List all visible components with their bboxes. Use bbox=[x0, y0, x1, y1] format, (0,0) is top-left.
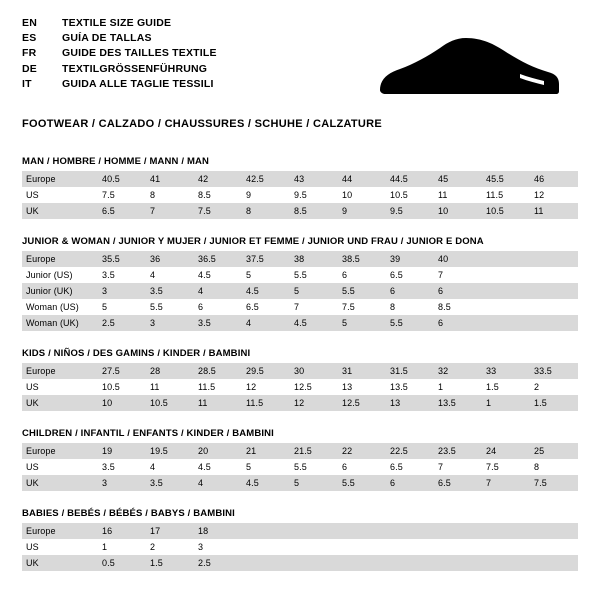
size-cell: 5 bbox=[242, 267, 290, 283]
size-cell: 5.5 bbox=[338, 475, 386, 491]
size-cell bbox=[482, 299, 530, 315]
row-label: Europe bbox=[22, 523, 98, 539]
size-cell: 6 bbox=[386, 475, 434, 491]
size-cell: 6 bbox=[194, 299, 242, 315]
size-cell: 3.5 bbox=[146, 475, 194, 491]
size-cell: 2.5 bbox=[98, 315, 146, 331]
size-cell bbox=[434, 539, 482, 555]
size-cell: 2 bbox=[530, 379, 578, 395]
size-cell: 9.5 bbox=[290, 187, 338, 203]
size-cell: 3.5 bbox=[146, 283, 194, 299]
size-cell: 27.5 bbox=[98, 363, 146, 379]
size-cell: 1 bbox=[434, 379, 482, 395]
size-cell: 13 bbox=[386, 395, 434, 411]
size-tables bbox=[0, 156, 600, 571]
size-cell: 7 bbox=[434, 459, 482, 475]
size-cell: 11.5 bbox=[242, 395, 290, 411]
size-cell: 38 bbox=[290, 251, 338, 267]
size-cell: 4 bbox=[146, 267, 194, 283]
size-cell: 11.5 bbox=[194, 379, 242, 395]
size-cell: 12 bbox=[290, 395, 338, 411]
size-cell: 5.5 bbox=[146, 299, 194, 315]
size-cell: 22 bbox=[338, 443, 386, 459]
size-cell bbox=[434, 555, 482, 571]
size-cell bbox=[290, 539, 338, 555]
size-cell bbox=[482, 539, 530, 555]
size-cell bbox=[482, 283, 530, 299]
table-row bbox=[22, 171, 578, 187]
size-cell: 10 bbox=[434, 203, 482, 219]
size-cell: 19 bbox=[98, 443, 146, 459]
size-cell: 31 bbox=[338, 363, 386, 379]
row-label: Europe bbox=[22, 171, 98, 187]
size-table bbox=[22, 251, 578, 331]
language-code: FR bbox=[22, 47, 37, 60]
size-cell bbox=[386, 539, 434, 555]
size-cell: 2.5 bbox=[194, 555, 242, 571]
size-cell: 8 bbox=[530, 459, 578, 475]
size-cell: 4 bbox=[194, 475, 242, 491]
size-cell: 44 bbox=[338, 171, 386, 187]
size-cell: 42.5 bbox=[242, 171, 290, 187]
table-row bbox=[22, 315, 578, 331]
language-row bbox=[22, 77, 352, 92]
size-cell: 10.5 bbox=[386, 187, 434, 203]
row-label: UK bbox=[22, 555, 98, 571]
language-row bbox=[22, 62, 352, 77]
size-cell: 3 bbox=[146, 315, 194, 331]
size-cell: 3 bbox=[98, 283, 146, 299]
size-cell: 5 bbox=[290, 283, 338, 299]
header bbox=[0, 0, 600, 104]
language-title: GUÍA DE TALLAS bbox=[62, 32, 152, 45]
size-cell: 1.5 bbox=[146, 555, 194, 571]
size-cell: 21.5 bbox=[290, 443, 338, 459]
row-label: Woman (US) bbox=[22, 299, 98, 315]
size-cell: 45 bbox=[434, 171, 482, 187]
size-cell bbox=[338, 539, 386, 555]
size-cell: 12.5 bbox=[290, 379, 338, 395]
size-cell: 5 bbox=[290, 475, 338, 491]
size-cell: 44.5 bbox=[386, 171, 434, 187]
section-title: KIDS / NIÑOS / DES GAMINS / KINDER / BAMBINI bbox=[22, 348, 251, 359]
size-cell: 40 bbox=[434, 251, 482, 267]
row-label: Europe bbox=[22, 363, 98, 379]
size-cell bbox=[530, 539, 578, 555]
size-cell: 42 bbox=[194, 171, 242, 187]
language-title: TEXTILE SIZE GUIDE bbox=[62, 17, 172, 29]
size-cell: 5.5 bbox=[338, 283, 386, 299]
size-cell bbox=[290, 555, 338, 571]
row-label: UK bbox=[22, 203, 98, 219]
size-cell: 38.5 bbox=[338, 251, 386, 267]
size-table bbox=[22, 523, 578, 571]
size-cell bbox=[482, 523, 530, 539]
section-title: BABIES / BEBÉS / BÉBÉS / BABYS / BAMBINI bbox=[22, 508, 235, 519]
size-cell: 11 bbox=[530, 203, 578, 219]
size-cell bbox=[530, 299, 578, 315]
shoe-illustration bbox=[352, 16, 578, 104]
section-title: JUNIOR & WOMAN / JUNIOR Y MUJER / JUNIOR ET FEMME / JUNIOR UND FRAU / JUNIOR E DONA bbox=[22, 236, 484, 247]
size-cell bbox=[242, 539, 290, 555]
size-cell: 37.5 bbox=[242, 251, 290, 267]
size-cell: 6 bbox=[338, 459, 386, 475]
size-cell: 5 bbox=[338, 315, 386, 331]
language-row bbox=[22, 16, 352, 31]
size-cell bbox=[482, 555, 530, 571]
size-cell: 10.5 bbox=[482, 203, 530, 219]
size-cell: 18 bbox=[194, 523, 242, 539]
size-cell: 5.5 bbox=[290, 267, 338, 283]
size-cell: 16 bbox=[98, 523, 146, 539]
row-label: Europe bbox=[22, 251, 98, 267]
size-cell: 0.5 bbox=[98, 555, 146, 571]
size-cell: 4.5 bbox=[194, 459, 242, 475]
size-cell bbox=[530, 555, 578, 571]
size-cell: 10 bbox=[98, 395, 146, 411]
size-cell: 4.5 bbox=[194, 267, 242, 283]
row-label: Europe bbox=[22, 443, 98, 459]
size-cell bbox=[386, 523, 434, 539]
size-cell: 7 bbox=[290, 299, 338, 315]
row-label: Junior (US) bbox=[22, 267, 98, 283]
row-label: UK bbox=[22, 475, 98, 491]
row-label: US bbox=[22, 187, 98, 203]
size-section bbox=[22, 428, 578, 491]
row-label: Junior (UK) bbox=[22, 283, 98, 299]
size-cell: 19.5 bbox=[146, 443, 194, 459]
size-cell bbox=[290, 523, 338, 539]
size-cell: 8 bbox=[242, 203, 290, 219]
size-cell: 5 bbox=[98, 299, 146, 315]
size-cell: 12.5 bbox=[338, 395, 386, 411]
size-cell: 4.5 bbox=[242, 475, 290, 491]
size-cell: 11 bbox=[194, 395, 242, 411]
size-cell: 1.5 bbox=[530, 395, 578, 411]
language-code: IT bbox=[22, 77, 32, 90]
row-label: Woman (UK) bbox=[22, 315, 98, 331]
size-cell: 6.5 bbox=[386, 459, 434, 475]
size-cell: 6 bbox=[434, 283, 482, 299]
size-cell bbox=[386, 555, 434, 571]
size-cell: 10 bbox=[338, 187, 386, 203]
size-cell: 33 bbox=[482, 363, 530, 379]
size-cell: 1.5 bbox=[482, 379, 530, 395]
size-cell: 1 bbox=[482, 395, 530, 411]
size-cell: 2 bbox=[146, 539, 194, 555]
table-row bbox=[22, 443, 578, 459]
size-cell: 6 bbox=[338, 267, 386, 283]
language-code: DE bbox=[22, 62, 37, 75]
size-section bbox=[22, 348, 578, 411]
table-row bbox=[22, 395, 578, 411]
row-label: US bbox=[22, 539, 98, 555]
size-cell: 5.5 bbox=[386, 315, 434, 331]
size-cell: 13.5 bbox=[386, 379, 434, 395]
footwear-category-title: FOOTWEAR / CALZADO / CHAUSSURES / SCHUHE / CALZATURE bbox=[22, 118, 383, 130]
size-cell bbox=[530, 251, 578, 267]
size-cell: 7 bbox=[482, 475, 530, 491]
size-cell bbox=[530, 283, 578, 299]
size-cell: 9 bbox=[242, 187, 290, 203]
size-cell: 10.5 bbox=[98, 379, 146, 395]
size-cell: 4 bbox=[194, 283, 242, 299]
size-cell: 3.5 bbox=[98, 267, 146, 283]
table-row bbox=[22, 523, 578, 539]
size-cell: 1 bbox=[98, 539, 146, 555]
size-cell: 17 bbox=[146, 523, 194, 539]
size-cell: 9 bbox=[338, 203, 386, 219]
size-cell: 6 bbox=[386, 283, 434, 299]
size-cell: 8.5 bbox=[434, 299, 482, 315]
size-cell: 7.5 bbox=[530, 475, 578, 491]
size-cell bbox=[242, 523, 290, 539]
size-cell: 21 bbox=[242, 443, 290, 459]
size-cell: 7.5 bbox=[194, 203, 242, 219]
size-cell: 8.5 bbox=[290, 203, 338, 219]
size-section bbox=[22, 236, 578, 331]
size-cell: 13 bbox=[338, 379, 386, 395]
size-cell: 33.5 bbox=[530, 363, 578, 379]
table-row bbox=[22, 363, 578, 379]
size-section bbox=[22, 156, 578, 219]
size-cell: 8 bbox=[146, 187, 194, 203]
size-cell: 6.5 bbox=[242, 299, 290, 315]
size-cell: 3.5 bbox=[98, 459, 146, 475]
size-table bbox=[22, 363, 578, 411]
size-cell: 20 bbox=[194, 443, 242, 459]
size-cell: 5.5 bbox=[290, 459, 338, 475]
table-row bbox=[22, 555, 578, 571]
size-cell bbox=[530, 315, 578, 331]
section-title: MAN / HOMBRE / HOMME / MANN / MAN bbox=[22, 156, 210, 167]
size-cell: 8.5 bbox=[194, 187, 242, 203]
dress-shoe-icon bbox=[370, 34, 560, 104]
size-cell: 29.5 bbox=[242, 363, 290, 379]
size-section bbox=[22, 508, 578, 571]
table-row bbox=[22, 267, 578, 283]
size-cell: 3 bbox=[98, 475, 146, 491]
size-cell: 3.5 bbox=[194, 315, 242, 331]
section-title: CHILDREN / INFANTIL / ENFANTS / KINDER / BAMBINI bbox=[22, 428, 274, 439]
language-code: EN bbox=[22, 17, 37, 29]
size-cell: 4.5 bbox=[290, 315, 338, 331]
size-cell bbox=[530, 523, 578, 539]
language-title: TEXTILGRÖSSENFÜHRUNG bbox=[62, 62, 208, 75]
size-cell bbox=[530, 267, 578, 283]
table-row bbox=[22, 299, 578, 315]
size-cell: 40.5 bbox=[98, 171, 146, 187]
size-cell: 7.5 bbox=[482, 459, 530, 475]
table-row bbox=[22, 539, 578, 555]
size-cell: 4 bbox=[146, 459, 194, 475]
row-label: US bbox=[22, 459, 98, 475]
size-cell: 46 bbox=[530, 171, 578, 187]
size-cell: 6.5 bbox=[434, 475, 482, 491]
size-cell: 28 bbox=[146, 363, 194, 379]
size-cell: 6 bbox=[434, 315, 482, 331]
size-cell: 11.5 bbox=[482, 187, 530, 203]
size-cell: 7 bbox=[434, 267, 482, 283]
language-list bbox=[22, 16, 352, 104]
size-cell: 12 bbox=[530, 187, 578, 203]
size-cell: 7.5 bbox=[98, 187, 146, 203]
size-cell: 10.5 bbox=[146, 395, 194, 411]
size-cell: 4.5 bbox=[242, 283, 290, 299]
row-label: US bbox=[22, 379, 98, 395]
size-cell bbox=[338, 555, 386, 571]
size-cell: 8 bbox=[386, 299, 434, 315]
language-title: GUIDE DES TAILLES TEXTILE bbox=[62, 47, 217, 60]
size-cell: 36.5 bbox=[194, 251, 242, 267]
size-cell bbox=[482, 251, 530, 267]
size-cell: 11 bbox=[146, 379, 194, 395]
size-cell bbox=[482, 315, 530, 331]
size-table bbox=[22, 171, 578, 219]
size-cell: 28.5 bbox=[194, 363, 242, 379]
size-cell: 45.5 bbox=[482, 171, 530, 187]
table-row bbox=[22, 203, 578, 219]
size-cell: 3 bbox=[194, 539, 242, 555]
row-label: UK bbox=[22, 395, 98, 411]
size-cell: 12 bbox=[242, 379, 290, 395]
size-cell: 6.5 bbox=[98, 203, 146, 219]
language-row bbox=[22, 31, 352, 46]
size-cell: 30 bbox=[290, 363, 338, 379]
table-row bbox=[22, 283, 578, 299]
language-title: GUIDA ALLE TAGLIE TESSILI bbox=[62, 77, 214, 90]
size-cell bbox=[242, 555, 290, 571]
table-row bbox=[22, 379, 578, 395]
size-cell: 4 bbox=[242, 315, 290, 331]
size-cell: 13.5 bbox=[434, 395, 482, 411]
size-cell: 25 bbox=[530, 443, 578, 459]
size-cell bbox=[482, 267, 530, 283]
table-row bbox=[22, 475, 578, 491]
size-cell: 39 bbox=[386, 251, 434, 267]
size-cell: 35.5 bbox=[98, 251, 146, 267]
size-cell: 7 bbox=[146, 203, 194, 219]
table-row bbox=[22, 251, 578, 267]
table-row bbox=[22, 459, 578, 475]
size-cell bbox=[434, 523, 482, 539]
table-row bbox=[22, 187, 578, 203]
size-cell: 41 bbox=[146, 171, 194, 187]
language-row bbox=[22, 46, 352, 61]
size-cell: 23.5 bbox=[434, 443, 482, 459]
size-cell: 31.5 bbox=[386, 363, 434, 379]
size-cell: 43 bbox=[290, 171, 338, 187]
size-cell: 5 bbox=[242, 459, 290, 475]
size-cell: 24 bbox=[482, 443, 530, 459]
size-cell: 7.5 bbox=[338, 299, 386, 315]
size-cell: 9.5 bbox=[386, 203, 434, 219]
size-cell: 22.5 bbox=[386, 443, 434, 459]
size-table bbox=[22, 443, 578, 491]
language-code: ES bbox=[22, 32, 37, 45]
size-cell bbox=[338, 523, 386, 539]
size-cell: 36 bbox=[146, 251, 194, 267]
size-cell: 6.5 bbox=[386, 267, 434, 283]
size-cell: 11 bbox=[434, 187, 482, 203]
size-cell: 32 bbox=[434, 363, 482, 379]
